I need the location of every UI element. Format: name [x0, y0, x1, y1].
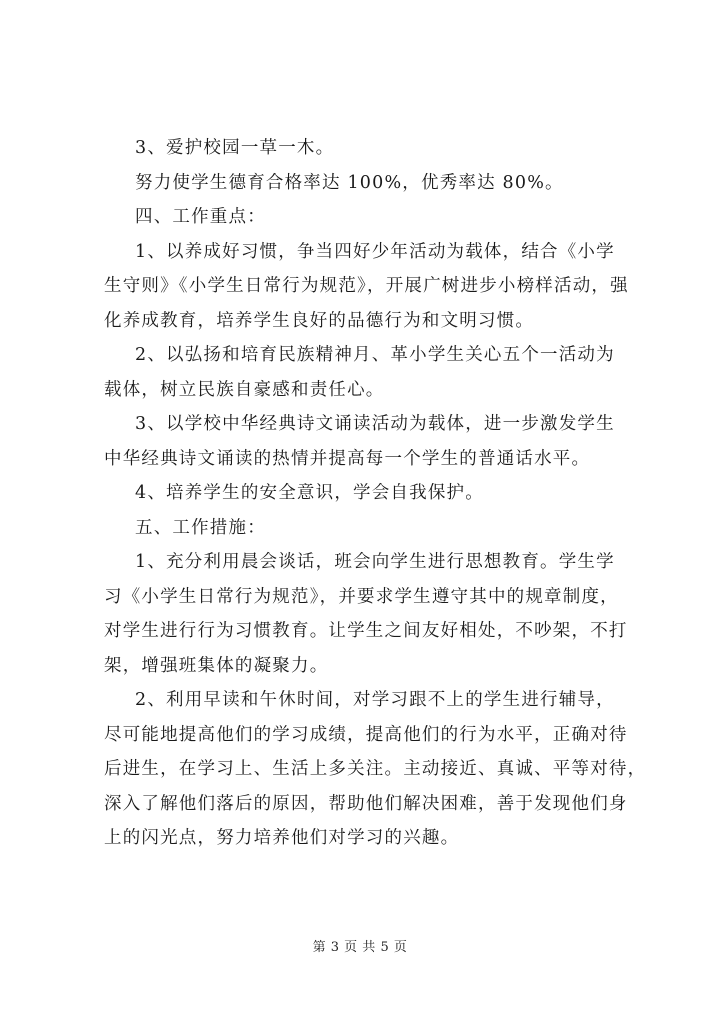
paragraph-line: 化养成教育，培养学生良好的品德行为和文明习惯。 — [104, 310, 535, 331]
paragraph-line: 深入了解他们落后的原因，帮助他们解决困难，善于发现他们身 — [104, 793, 628, 814]
paragraph — [104, 200, 634, 235]
paragraph-line: 2、利用早读和午休时间，对学习跟不上的学生进行辅导， — [135, 690, 615, 710]
page-footer: 第 3 页 共 5 页 — [312, 940, 408, 955]
paragraph-line: 后进生，在学习上、生活上多关注。主动接近、真诚、平等对待， — [104, 759, 647, 779]
paragraph-line: 尽可能地提高他们的学习成绩，提高他们的行为水平，正确对待 — [104, 724, 628, 745]
paragraph-line: 架，增强班集体的凝聚力。 — [104, 655, 329, 676]
paragraph — [104, 235, 634, 339]
paragraph — [104, 166, 634, 201]
paragraph — [104, 683, 647, 856]
paragraph-line: 2、以弘扬和培育民族精神月、革小学生关心五个一活动为 — [135, 345, 615, 365]
paragraph-line: 上的闪光点，努力培养他们对学习的兴趣。 — [104, 828, 460, 848]
paragraph-line: 习《小学生日常行为规范》，并要求学生遵守其中的规章制度， — [104, 586, 619, 607]
paragraph-line: 对学生进行行为习惯教育。让学生之间友好相处，不吵架，不打 — [104, 621, 628, 641]
paragraph-line: 1、充分利用晨会谈话，班会向学生进行思想教育。学生学 — [135, 552, 615, 572]
paragraph — [104, 407, 634, 476]
paragraph-line: 中华经典诗文诵读的热情并提高每一个学生的普通话水平。 — [104, 448, 591, 469]
paragraph-line: 4、培养学生的安全意识，学会自我保护。 — [135, 483, 484, 503]
paragraph — [104, 476, 634, 511]
paragraph — [104, 545, 634, 683]
paragraph-line: 四、工作重点： — [135, 207, 266, 227]
paragraph — [104, 338, 634, 407]
paragraph-line: 3、爱护校园一草一木。 — [135, 138, 335, 158]
paragraph — [104, 131, 634, 166]
paragraph-line: 1、以养成好习惯，争当四好少年活动为载体，结合《小学 — [135, 241, 615, 262]
paragraph-line: 生守则》《小学生日常行为规范》，开展广树进步小榜样活动，强 — [104, 276, 629, 296]
paragraph-line: 五、工作措施： — [135, 517, 266, 538]
paragraph — [104, 511, 634, 546]
document-body — [104, 131, 647, 856]
paragraph-line: 载体，树立民族自豪感和责任心。 — [104, 379, 385, 400]
paragraph-line: 3、以学校中华经典诗文诵读活动为载体，进一步激发学生 — [135, 414, 615, 434]
paragraph-line: 努力使学生德育合格率达 100%，优秀率达 80%。 — [135, 172, 564, 193]
